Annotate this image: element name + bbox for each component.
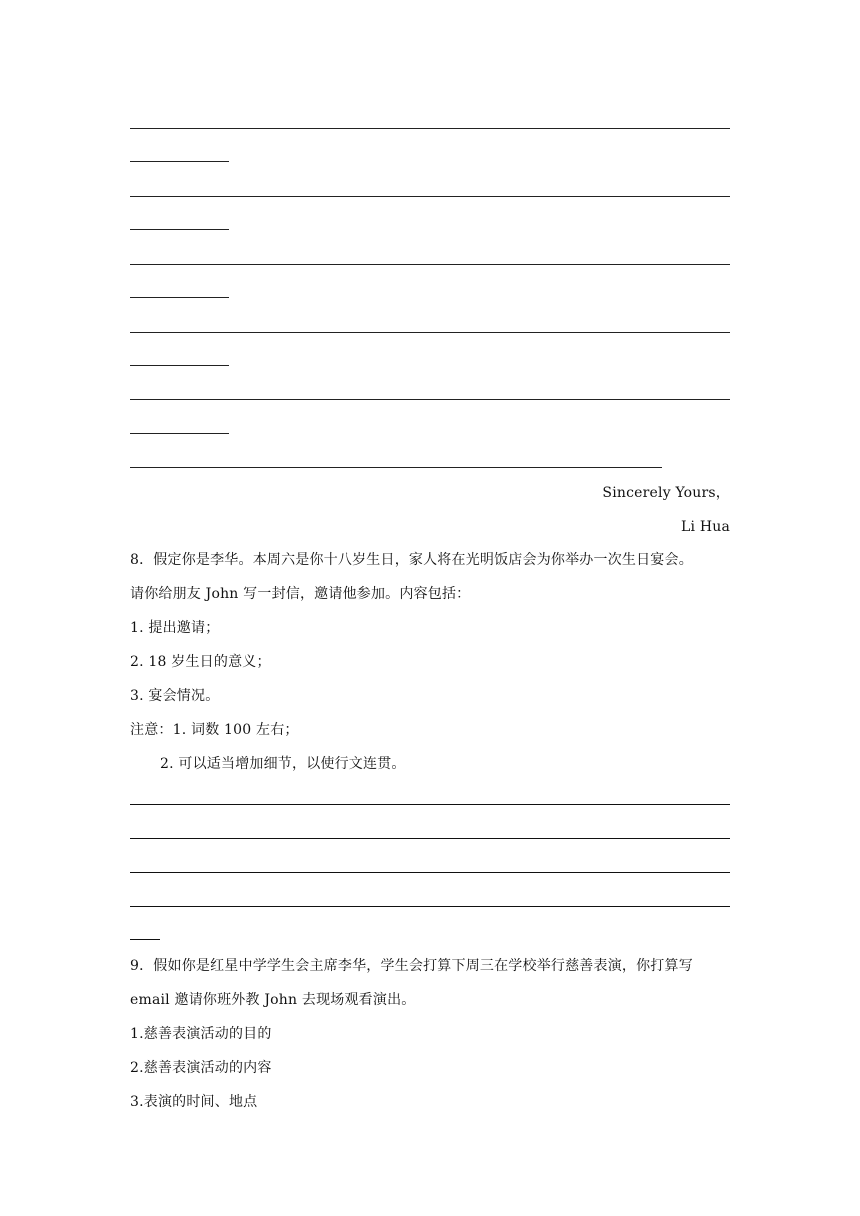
answer-line: [130, 906, 730, 907]
closing-signature: Li Hua: [681, 519, 730, 535]
closing-sincerely: Sincerely Yours，: [602, 485, 730, 501]
question-8-item-3: 3. 宴会情况。: [130, 688, 220, 704]
question-8-item-2: 2. 18 岁生日的意义；: [130, 654, 271, 670]
question-8-prompt-line-1: 8．假定你是李华。本周六是你十八岁生日，家人将在光明饭店会为你举办一次生日宴会。: [130, 552, 693, 568]
question-8-prompt-line-2: 请你给朋友 John 写一封信，邀请他参加。内容包括：: [130, 586, 471, 602]
question-8-note-2: 2. 可以适当增加细节，以使行文连贯。: [160, 756, 406, 772]
answer-line: [130, 838, 730, 839]
answer-line: [130, 804, 730, 805]
question-9-prompt-line-2: email 邀请你班外教 John 去现场观看演出。: [130, 992, 416, 1008]
question-8-note-1: 注意：1. 词数 100 左右；: [130, 722, 299, 738]
answer-line-short: [130, 297, 229, 298]
answer-line: [130, 264, 730, 265]
question-9-item-1: 1.慈善表演活动的目的: [130, 1026, 272, 1042]
question-9-prompt-line-1: 9．假如你是红星中学学生会主席李华，学生会打算下周三在学校举行慈善表演，你打算写: [130, 958, 693, 974]
answer-line-short: [130, 161, 229, 162]
answer-line: [130, 399, 730, 400]
answer-line: [130, 332, 730, 333]
answer-line: [130, 128, 730, 129]
answer-line-tail: [130, 939, 160, 940]
answer-line-medium: [130, 467, 662, 468]
question-8-item-1: 1. 提出邀请；: [130, 620, 220, 636]
answer-line-short: [130, 229, 229, 230]
answer-line-short: [130, 365, 229, 366]
answer-line: [130, 196, 730, 197]
question-9-item-2: 2.慈善表演活动的内容: [130, 1060, 272, 1076]
answer-line: [130, 872, 730, 873]
answer-line-short: [130, 433, 229, 434]
question-9-item-3: 3.表演的时间、地点: [130, 1094, 258, 1110]
